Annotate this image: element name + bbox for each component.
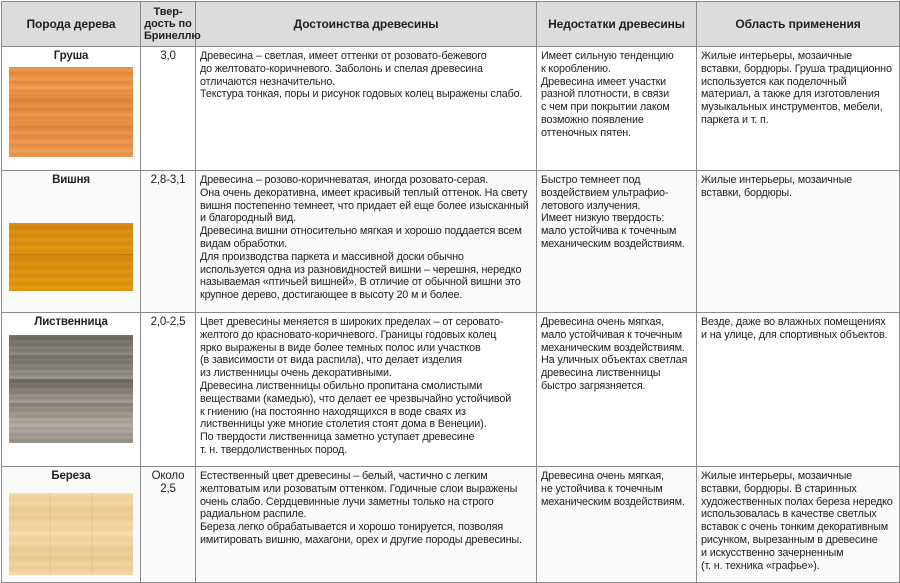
application-cell-line: и на улице, для спортивных объектов. <box>701 328 888 341</box>
header-disadvantages: Недостатки древесины <box>537 2 697 47</box>
application-cell-line: использовалась в качестве светлых <box>701 508 877 521</box>
table-row <box>2 313 900 467</box>
table-row <box>2 467 900 583</box>
hardness-value: 2,0-2,5 <box>141 313 196 467</box>
disadvantages-cell-line: быстро загрязняется. <box>541 379 646 392</box>
disadvantages-cell-line: мало устойчивая к точечным <box>541 328 682 341</box>
advantages-cell-line: Естественный цвет древесины – белый, частично с легким <box>200 470 488 482</box>
application-cell <box>697 467 900 583</box>
hardness-value: 2,8-3,1 <box>141 171 196 313</box>
advantages-cell-line: Текстура тонкая, поры и рисунок годовых колец выражены слабо. <box>200 88 523 101</box>
disadvantages-cell-line: Быстро темнеет под <box>541 174 641 186</box>
wood-breed-cell <box>2 171 141 313</box>
advantages-cell-line: веществами (камедью), что делает ее чрезвычайно устойчивой <box>200 392 512 405</box>
birch-wood-swatch <box>9 493 133 575</box>
disadvantages-cell-line: мало устойчива к точечным <box>541 225 677 238</box>
application-cell <box>697 171 900 313</box>
header-hardness-line3: Бринеллю <box>144 30 201 42</box>
advantages-cell-line: (в зависимости от вида распила), что делает изделия <box>200 354 462 367</box>
application-cell-line: используется как поделочный <box>701 75 847 88</box>
disadvantages-cell-line: воздействием ультрафио- <box>541 186 669 199</box>
application-cell-line: вставок с очень тонким декоративным <box>701 521 889 534</box>
advantages-cell-line: имитировать вишню, махагони, орех и другие породы древесины. <box>200 533 522 546</box>
advantages-cell-line: ярко выражены в виде более темных полос или участков <box>200 341 481 354</box>
application-cell-line: вставки, бордюры. Груша традиционно <box>701 62 892 75</box>
advantages-cell <box>196 171 537 313</box>
application-cell-line: Жилые интерьеры, мозаичные <box>701 50 853 62</box>
hardness-value: Около 2,5 <box>141 467 196 583</box>
advantages-cell-line: Для производства паркета и массивной доски обычно <box>200 250 464 263</box>
table-header-row <box>2 2 900 47</box>
disadvantages-cell-line: Древесина очень мягкая, <box>541 470 664 482</box>
advantages-cell-line: очень слабо. Сердцевинные лучи заметны только на строго <box>200 495 494 508</box>
advantages-cell-line: т. н. твердолиственных пород. <box>200 443 348 456</box>
application-cell-line: вставки, бордюры. <box>701 186 792 199</box>
application-cell-line: паркета и т. п. <box>701 113 769 126</box>
disadvantages-cell-line: разной плотности, в связи <box>541 88 669 101</box>
disadvantages-cell-line: Имеет сильную тенденцию <box>541 50 674 62</box>
disadvantages-cell-line: к короблению. <box>541 62 611 75</box>
advantages-cell-line: Береза легко обрабатывается и хорошо тонируется, позволяя <box>200 521 504 534</box>
advantages-cell-line: отличаются незначительно. <box>200 75 336 88</box>
table-row <box>2 171 900 313</box>
advantages-cell <box>196 467 537 583</box>
disadvantages-cell-line: механическим воздействиям. <box>541 237 685 250</box>
disadvantages-cell-line: механическим воздействиям. <box>541 495 685 508</box>
wood-name: Береза <box>51 470 91 482</box>
advantages-cell-line: желтого до красновато-коричневого. Границы годовых колец <box>200 328 497 341</box>
application-cell-line: (т. н. техника «графье»). <box>701 559 820 572</box>
application-cell-line: Жилые интерьеры, мозаичные <box>701 470 853 482</box>
advantages-cell-line: По твердости лиственница заметно уступает древесине <box>200 431 475 444</box>
advantages-cell <box>196 47 537 171</box>
advantages-cell-line: называемая «птичьей вишней». В отличие от обычной вишни это <box>200 276 521 289</box>
application-cell-line: художественных полах береза нередко <box>701 495 893 508</box>
advantages-cell-line: радиальном распиле. <box>200 508 307 521</box>
wood-name: Вишня <box>52 174 90 186</box>
disadvantages-cell <box>537 47 697 171</box>
header-advantages: Достоинства древесины <box>196 2 537 47</box>
header-breed: Порода дерева <box>2 2 141 47</box>
disadvantages-cell-line: древесина лиственницы <box>541 367 661 380</box>
disadvantages-cell <box>537 467 697 583</box>
wood-breed-cell <box>2 467 141 583</box>
advantages-cell-line: Она очень декоративна, имеет красивый теплый оттенок. На свету <box>200 186 528 199</box>
advantages-cell-line: Древесина – светлая, имеет оттенки от розовато-бежевого <box>200 50 487 62</box>
advantages-cell-line: из лиственницы очень декоративными. <box>200 367 392 380</box>
disadvantages-cell-line: На уличных объектах светлая <box>541 354 688 367</box>
advantages-cell-line: лиственницы уже многие столетия стоят дома в Венеции). <box>200 418 487 431</box>
disadvantages-cell-line: летового излучения. <box>541 199 641 212</box>
header-hardness <box>141 2 201 47</box>
wood-name: Лиственница <box>34 316 108 328</box>
cherry-wood-swatch <box>9 223 133 291</box>
disadvantages-cell-line: не устойчива к точечным <box>541 482 663 495</box>
disadvantages-cell-line: механическим воздействиям. <box>541 341 685 354</box>
application-cell-line: Жилые интерьеры, мозаичные <box>701 174 853 186</box>
advantages-cell-line: и благородный вид. <box>200 212 296 225</box>
header-hardness-line1: Твер- <box>153 6 183 18</box>
disadvantages-cell <box>537 313 697 467</box>
pear-wood-swatch <box>9 67 133 157</box>
header-application: Область применения <box>697 2 900 47</box>
wood-comparison-table <box>1 1 900 583</box>
application-cell-line: рисунком, вырезанным в древесине <box>701 533 878 546</box>
advantages-cell-line: Цвет древесины меняется в широких пределах – от серовато- <box>200 316 504 328</box>
disadvantages-cell <box>537 171 697 313</box>
disadvantages-cell-line: возможно появление <box>541 113 644 126</box>
disadvantages-cell-line: Древесина имеет участки <box>541 75 667 88</box>
advantages-cell-line: крупное дерево, достигающее в высоту 20 м и более. <box>200 289 463 302</box>
application-cell <box>697 313 900 467</box>
advantages-cell-line: Древесина – розово-коричневатая, иногда розовато-серая. <box>200 174 489 186</box>
disadvantages-cell-line: Имеет низкую твердость: <box>541 212 665 225</box>
larch-wood-swatch <box>9 335 133 443</box>
advantages-cell <box>196 313 537 467</box>
application-cell <box>697 47 900 171</box>
disadvantages-cell-line: Древесина очень мягкая, <box>541 316 664 328</box>
table-row <box>2 47 900 171</box>
advantages-cell-line: вишня постепенно темнеет, что придает ей еще более изысканный <box>200 199 529 212</box>
advantages-cell-line: видам обработки. <box>200 237 287 250</box>
disadvantages-cell-line: оттеночных пятен. <box>541 126 631 139</box>
wood-breed-cell <box>2 313 141 467</box>
application-cell-line: материал, а также для изготовления <box>701 88 880 101</box>
header-hardness-line2: дость по <box>144 18 192 30</box>
application-cell-line: Везде, даже во влажных помещениях <box>701 316 886 328</box>
application-cell-line: и искусственно зачерненным <box>701 546 844 559</box>
disadvantages-cell-line: с чем при покрытии лаком <box>541 101 670 114</box>
advantages-cell-line: желтоватым или розоватым оттенком. Годичные слои выражены <box>200 482 518 495</box>
advantages-cell-line: до желтовато-коричневого. Заболонь и спелая древесина <box>200 62 483 75</box>
advantages-cell-line: Древесина лиственницы обильно пропитана смолистыми <box>200 379 483 392</box>
advantages-cell-line: используется одна из разновидностей вишни – черешня, нередко <box>200 263 522 276</box>
hardness-value: 3,0 <box>141 47 196 171</box>
wood-breed-cell <box>2 47 141 171</box>
application-cell-line: музыкальных инструментов, мебели, <box>701 101 883 114</box>
advantages-cell-line: Древесина вишни относительно мягкая и хорошо поддается всем <box>200 225 522 238</box>
advantages-cell-line: к гниению (на постоянно находящихся в воде сваях из <box>200 405 466 418</box>
wood-name: Груша <box>53 50 89 62</box>
application-cell-line: вставки, бордюры. В старинных <box>701 482 857 495</box>
